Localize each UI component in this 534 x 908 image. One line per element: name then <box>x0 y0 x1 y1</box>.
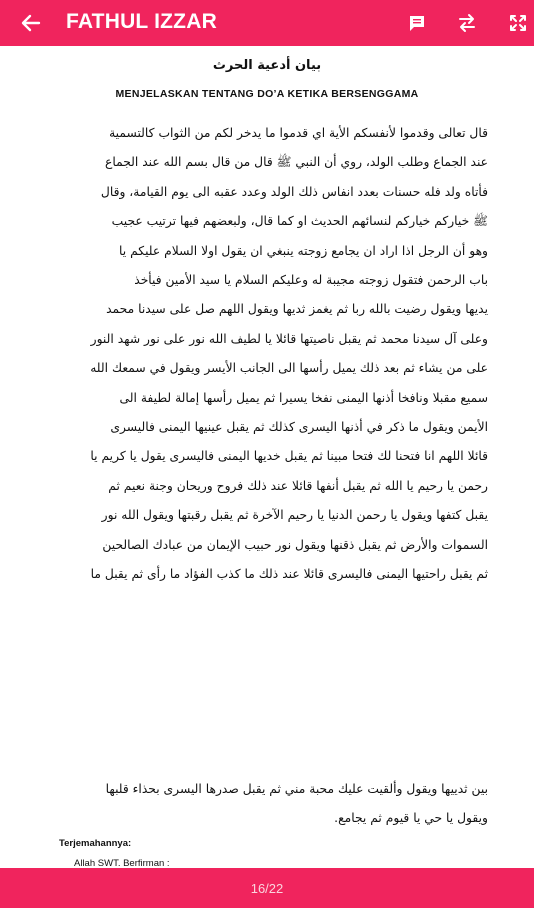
translation-label: Terjemahannya: <box>59 838 132 849</box>
arabic-line: وعلى آل سيدنا محمد ثم يقبل ناصيتها قائلا يا لطيف الله نور على نور شهد النور <box>90 331 488 346</box>
arabic-line: على من يشاء ثم بعد ذلك يميل رأسها الى الجانب الأيسر ويقول في سمعك الله <box>90 361 488 376</box>
arabic-line: السموات والأرض ثم يقبل ذقنها ويقول نور حبيب الإيمان من عبادك الصالحين <box>102 537 488 552</box>
arabic-line: ﷺ خياركم خياركم لنسائهم الحديث او كما قال، ولبعضهم فيها ترتيب عجيب <box>111 214 488 229</box>
arabic-line: عند الجماع وطلب الولد، روي أن النبي ﷺ قال من قال بسم الله عند الجماع <box>105 155 488 170</box>
arabic-line: ثم يقبل راحتيها اليمنى فاليسرى قائلا عند ذلك ما كذب الفؤاد ما رأى ثم يقبل ما <box>90 567 488 582</box>
arabic-paragraph <box>54 119 488 590</box>
swap-button[interactable] <box>455 11 479 35</box>
back-arrow-icon <box>17 10 45 36</box>
arabic-line: يديها ويقول رضيت بالله ربا ثم يغمز ثديها ويقول اللهم صل على سيدنا محمد <box>106 302 488 317</box>
fullscreen-button[interactable] <box>506 11 530 35</box>
document-page[interactable] <box>0 46 534 868</box>
document-title: بيان أدعية الحرث <box>212 58 322 73</box>
arabic-line: الأيمن ويقول ما ذكر في أذنها اليسرى كذلك ثم يقبل عينيها اليمنى فاليسرى <box>110 420 488 435</box>
chat-button[interactable] <box>405 11 429 35</box>
arabic-line: يقبل كتفها ويقول يا رحمن الدنيا يا رحيم الآخرة ثم يقبل رقبتها ويقول الله نور <box>101 508 488 523</box>
translation-text: Allah SWT. Berfirman : <box>74 858 170 868</box>
fullscreen-icon <box>506 11 530 35</box>
app-title: FATHUL IZZAR <box>66 10 217 33</box>
footer-bar <box>0 868 534 908</box>
arabic-line: قال تعالى وقدموا لأنفسكم الأية اي قدموا ما يدخر لكم من الثواب كالتسمية <box>109 126 488 140</box>
arabic-line: بين ثدييها ويقول وألقيت عليك محبة مني ثم يقبل صدرها اليسرى بحذاء قلبها <box>105 782 488 796</box>
arabic-line: ويقول يا حي يا قيوم ثم يجامع. <box>334 811 488 826</box>
back-button[interactable] <box>17 10 45 36</box>
chat-icon <box>405 11 429 35</box>
arabic-line: سميع مقبلا ونافخا أذنها اليمنى نفخا يسيرا ثم يميل رأسها إمالة لطيفة الى <box>119 390 488 405</box>
arabic-line: فأتاه ولد فله حسنات بعدد انفاس ذلك الولد وعدد عقبه الى يوم القيامة، وقال <box>100 184 488 199</box>
app-bar <box>0 0 534 46</box>
arabic-paragraph-continued <box>54 775 488 834</box>
swap-icon <box>455 11 479 35</box>
arabic-line: وهو أن الرجل اذا اراد ان يجامع زوجته ينبغي ان يقول اولا السلام عليكم يا <box>119 243 488 258</box>
arabic-line: قائلا اللهم انا فتحنا لك فتحا مبينا ثم يقبل خديها اليمنى فاليسرى يقول يا كريم يا <box>90 449 488 464</box>
document-subtitle: MENJELASKAN TENTANG DO’A KETIKA BERSENGGAMA <box>115 88 419 100</box>
page-indicator: 16/22 <box>250 881 284 896</box>
arabic-line: رحمن يا رحيم يا الله ثم يقبل أنفها قائلا عند ذلك فروح وريحان وجنة نعيم ثم <box>108 478 488 493</box>
arabic-line: باب الرحمن فتقول زوجته مجيبة له وعليكم السلام يا سيد الأمين فيأخذ <box>134 273 488 288</box>
